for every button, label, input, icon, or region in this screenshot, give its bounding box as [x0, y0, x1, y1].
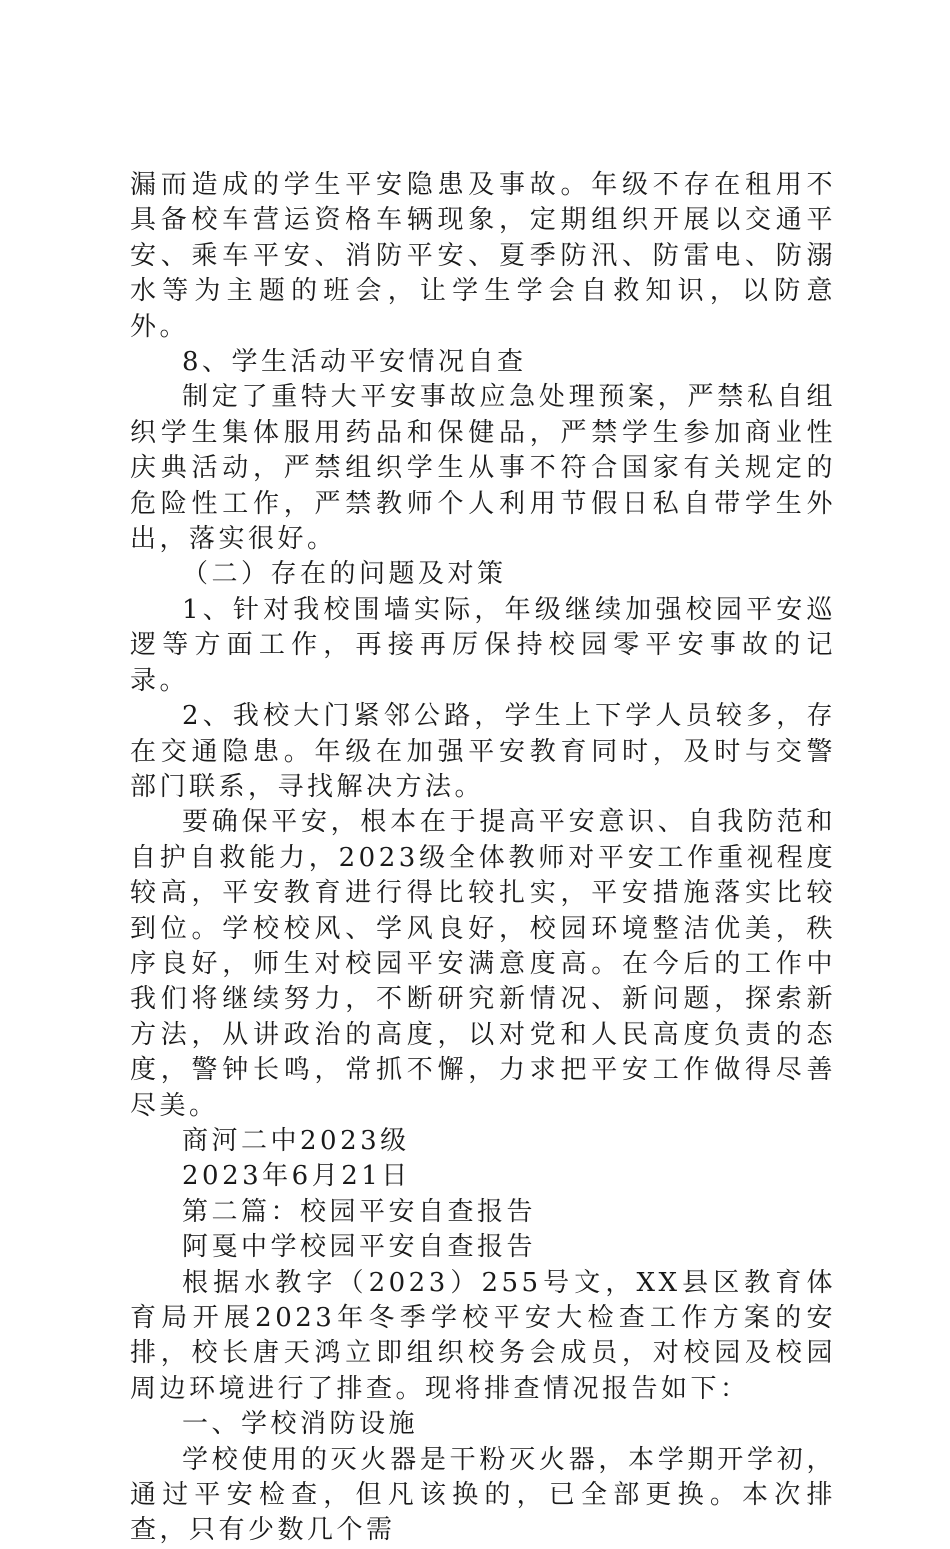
paragraph-bus-safety: 漏而造成的学生平安隐患及事故。年级不存在租用不具备校车营运资格车辆现象，定期组织开展以交通平安、乘车平安、消防平安、夏季防汛、防雷电、防溺水等为主题的班会，让学生学会自救知识，以防意外。	[130, 170, 836, 342]
paragraph-problem-1: 1、针对我校围墙实际，年级继续加强校园平安巡逻等方面工作，再接再厉保持校园零平安事故的记录。	[130, 594, 836, 696]
document-body	[130, 168, 836, 1549]
report-title: 阿戛中学校园平安自查报告	[182, 1232, 537, 1263]
signature-date: 2023年6月21日	[182, 1161, 411, 1192]
signature-school: 商河二中2023级	[182, 1125, 410, 1156]
paragraph-extinguishers: 学校使用的灭火器是干粉灭火器，本学期开学初，通过平安检查，但凡该换的，已全部更换。本次排查，只有少数几个需	[130, 1444, 836, 1546]
heading-student-activity: 8、学生活动平安情况自查	[182, 347, 527, 378]
heading-fire-facilities: 一、学校消防设施	[182, 1409, 419, 1440]
section-title-part-two: 第二篇：校园平安自查报告	[182, 1196, 537, 1227]
paragraph-conclusion: 要确保平安，根本在于提高平安意识、自我防范和自护自救能力，2023级全体教师对平安工作重视程度较高，平安教育进行得比较扎实，平安措施落实比较到位。学校校风、学风良好，校园环境整洁优美，秩序良好，师生对校园平安满意度高。在今后的工作中我们将继续努力，不断研究新情况、新问题，探索新方法，从讲政治的高度，以对党和人民高度负责的态度，警钟长鸣，常抓不懈，力求把平安工作做得尽善尽美。	[130, 807, 836, 1121]
paragraph-emergency-plan: 制定了重特大平安事故应急处理预案，严禁私自组织学生集体服用药品和保健品，严禁学生参加商业性庆典活动，严禁组织学生从事不符合国家有关规定的危险性工作，严禁教师个人利用节假日私自带学生外出，落实很好。	[130, 382, 836, 555]
paragraph-report-intro: 根据水教字（2023）255号文，XX县区教育体育局开展2023年冬季学校平安大检查工作方案的安排，校长唐天鸿立即组织校务会成员，对校园及校园周边环境进行了排查。现将排查情况报告如下：	[130, 1267, 836, 1404]
paragraph-problem-2: 2、我校大门紧邻公路，学生上下学人员较多，存在交通隐患。年级在加强平安教育同时，及时与交警部门联系，寻找解决方法。	[130, 701, 836, 802]
heading-problems: （二）存在的问题及对策	[182, 559, 507, 590]
